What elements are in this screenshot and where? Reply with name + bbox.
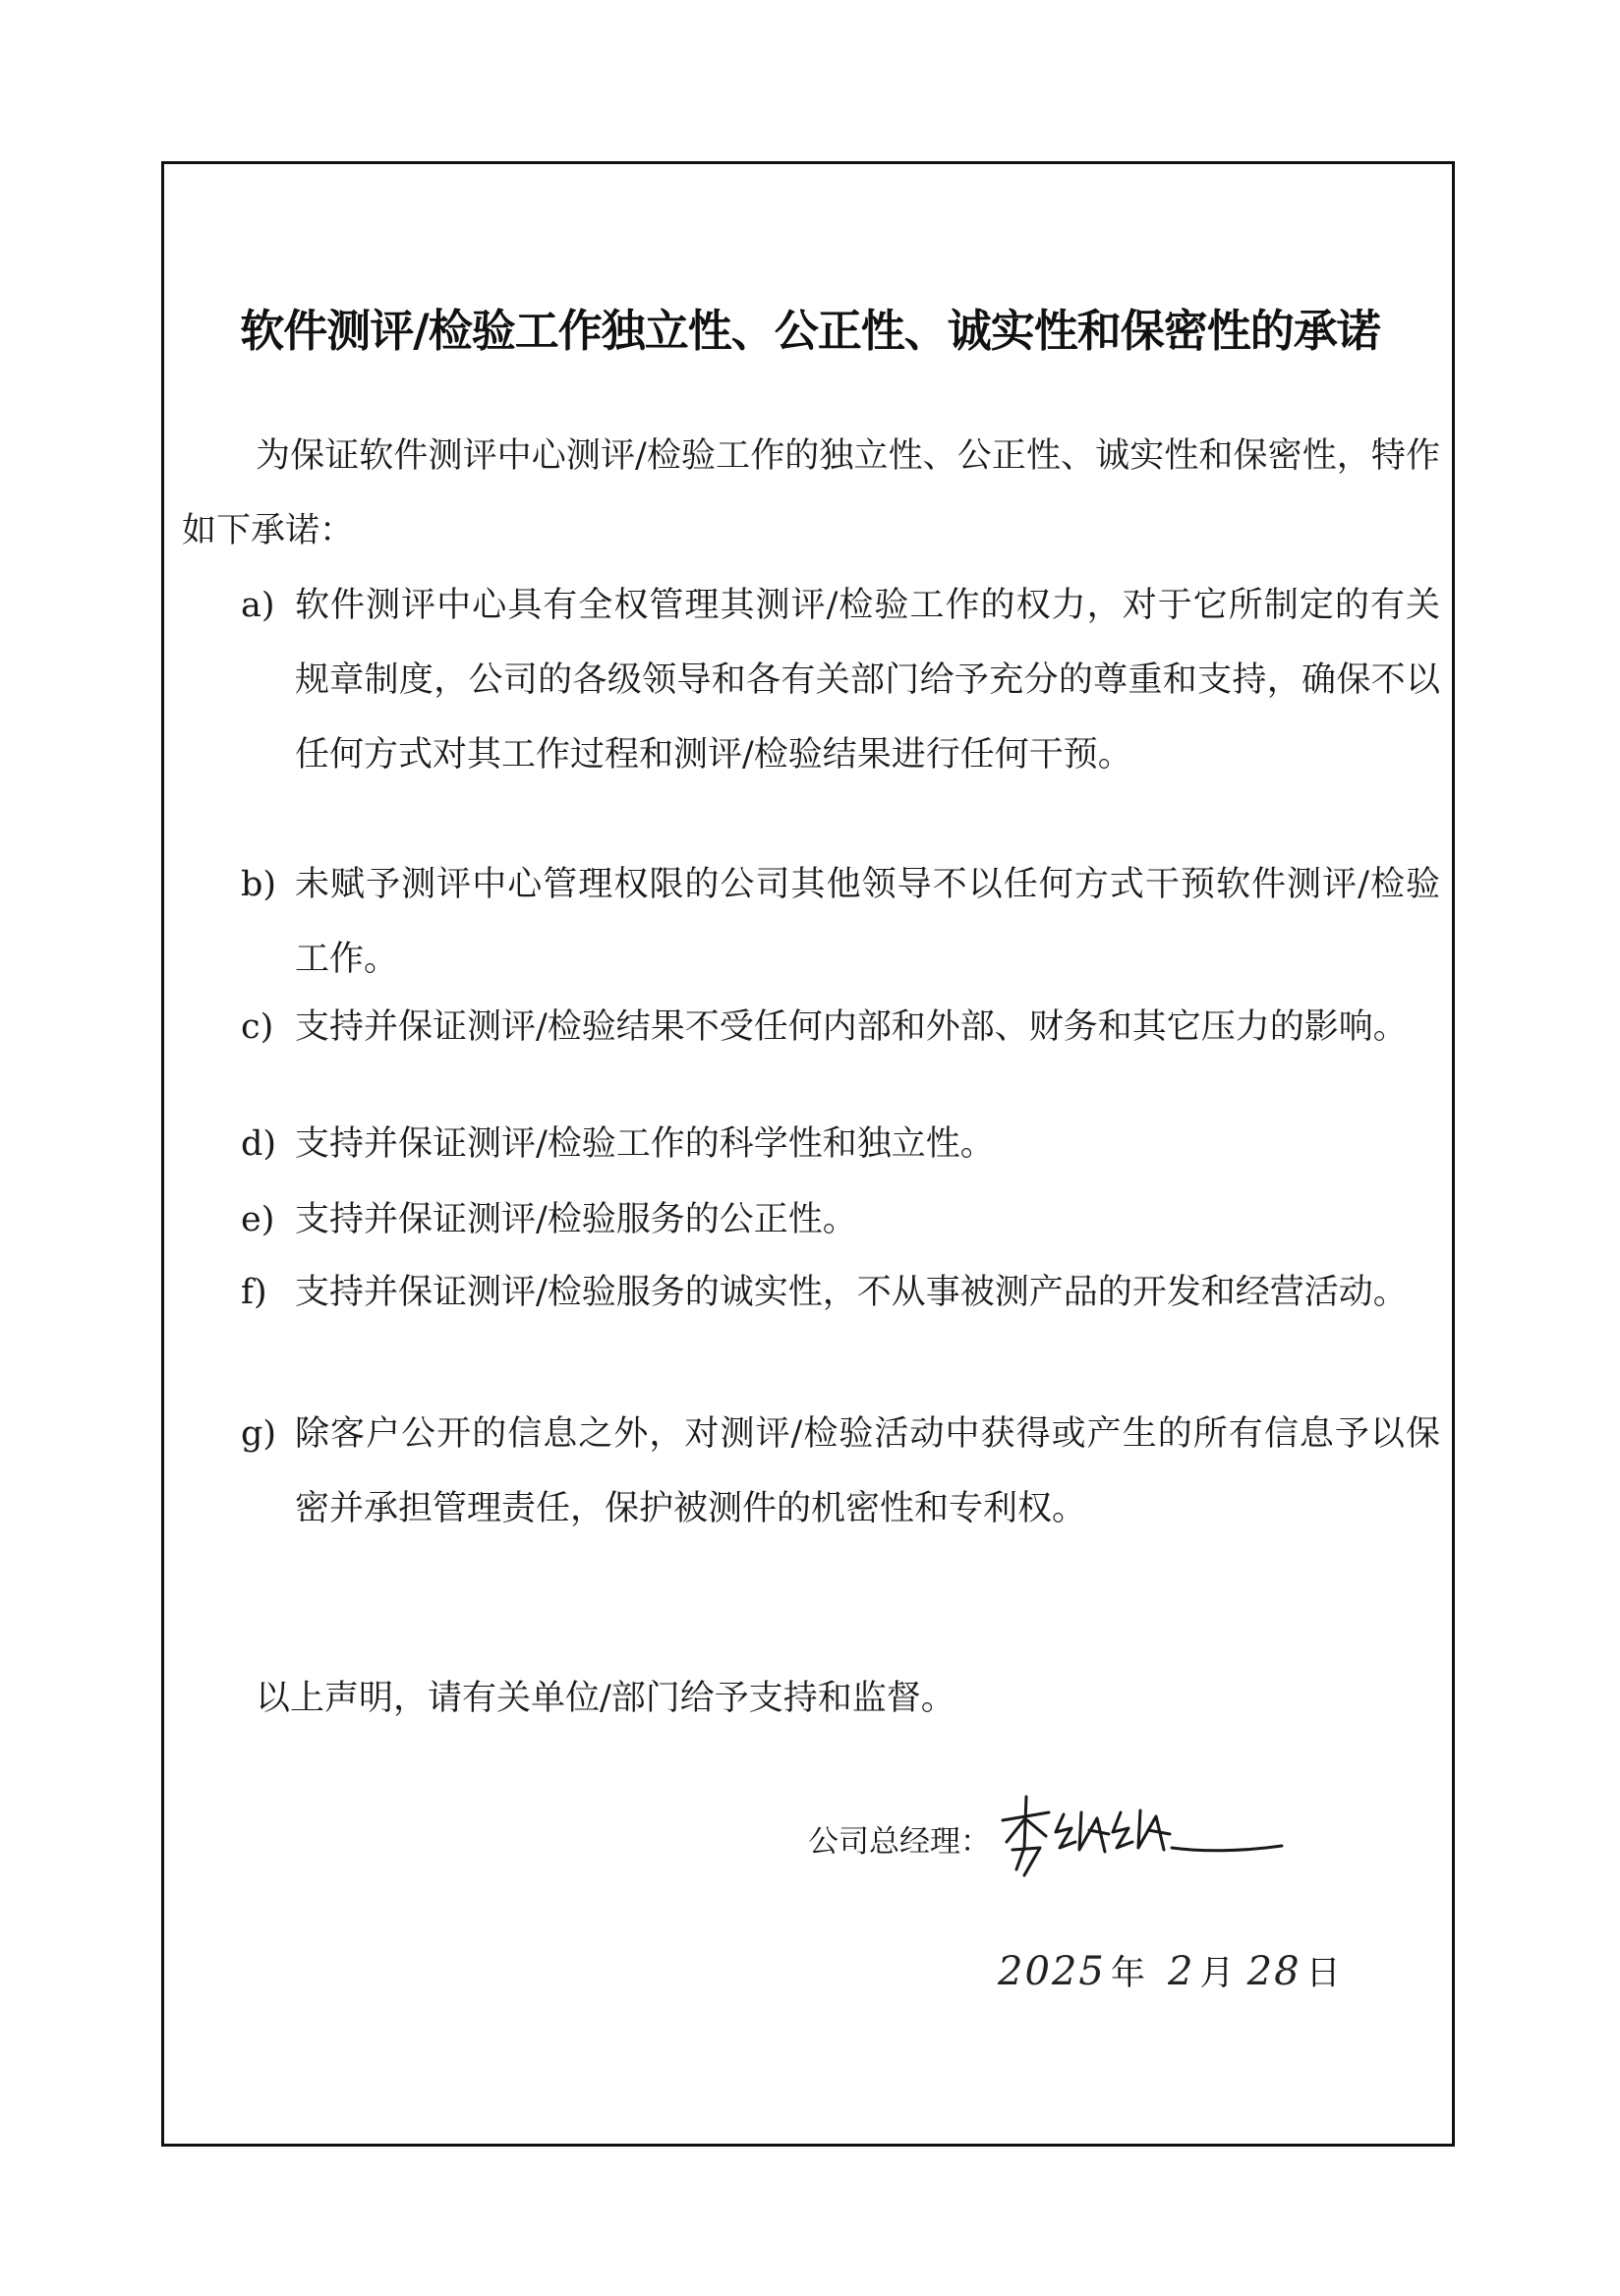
item-text: 支持并保证测评/检验工作的科学性和独立性。 xyxy=(295,1124,995,1164)
signature-label: 公司总经理： xyxy=(808,1824,991,1860)
item-label: a) xyxy=(241,586,275,625)
item-text: 支持并保证测评/检验结果不受任何内部和外部、财务和其它压力的影响。 xyxy=(295,1007,1408,1047)
item-text: 软件测评中心具有全权管理其测评/检验工作的权力，对于它所制定的有关规章制度，公司的各级领导和各有关部门给予充分的尊重和支持，确保不以任何方式对其工作过程和测评/检验结果进行任何干预。 xyxy=(295,586,1440,775)
commitment-item-a xyxy=(241,568,1440,792)
commitment-item-b xyxy=(241,847,1440,997)
item-text: 除客户公开的信息之外，对测评/检验活动中获得或产生的所有信息予以保密并承担管理责任，保护被测件的机密性和专利权。 xyxy=(295,1414,1440,1528)
date-year-suffix: 年 xyxy=(1110,1954,1145,1993)
item-text: 支持并保证测评/检验服务的公正性。 xyxy=(295,1200,857,1239)
item-text: 未赋予测评中心管理权限的公司其他领导不以任何方式干预软件测评/检验工作。 xyxy=(295,865,1440,979)
document-title: 软件测评/检验工作独立性、公正性、诚实性和保密性的承诺 xyxy=(240,305,1380,357)
commitment-item-e xyxy=(241,1182,1440,1257)
item-label: g) xyxy=(241,1414,277,1454)
item-label: d) xyxy=(241,1124,277,1164)
handwritten-signature xyxy=(995,1791,1290,1879)
item-label: e) xyxy=(241,1200,275,1239)
date-block xyxy=(998,1946,1391,2015)
date-year: 2025 xyxy=(998,1949,1106,1994)
item-label: f) xyxy=(241,1273,267,1312)
date-day: 28 xyxy=(1246,1949,1302,1994)
closing-statement: 以上声明，请有关单位/部门给予支持和监督。 xyxy=(256,1679,955,1718)
item-text: 支持并保证测评/检验服务的诚实性，不从事被测产品的开发和经营活动。 xyxy=(295,1273,1408,1312)
intro-paragraph: 为保证软件测评中心测评/检验工作的独立性、公正性、诚实性和保密性，特作如下承诺： xyxy=(182,436,1440,550)
item-label: b) xyxy=(241,865,277,904)
date-day-suffix: 日 xyxy=(1305,1954,1341,1993)
commitment-item-c xyxy=(241,990,1440,1064)
item-label: c) xyxy=(241,1007,274,1047)
commitment-item-d xyxy=(241,1107,1440,1181)
date-month-suffix: 月 xyxy=(1199,1954,1235,1993)
commitment-item-g xyxy=(241,1397,1440,1546)
commitment-item-f xyxy=(241,1255,1440,1330)
date-month: 2 xyxy=(1168,1949,1195,1994)
signature-block xyxy=(808,1791,1300,1869)
